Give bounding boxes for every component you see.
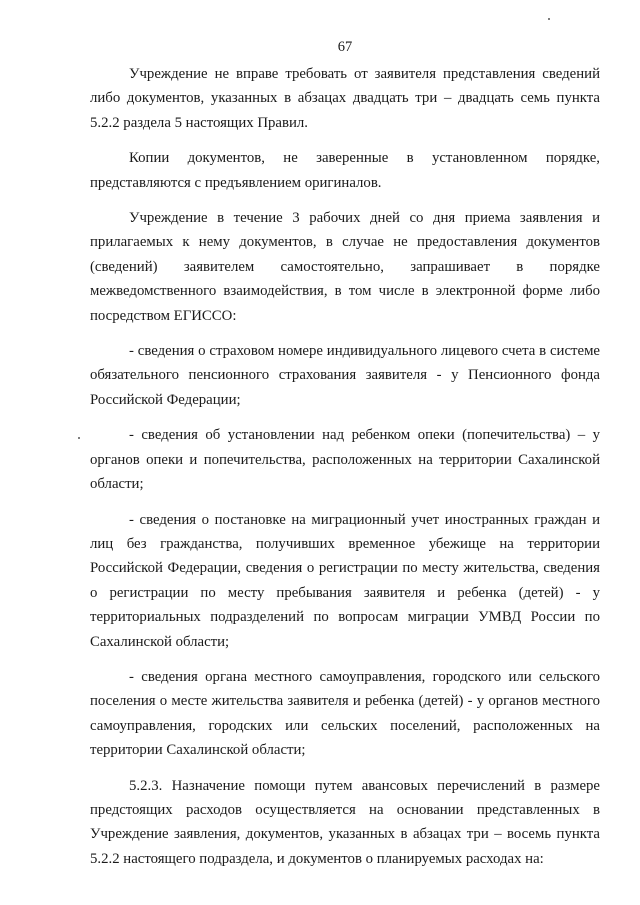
list-item-local-government: - сведения органа местного самоуправления, городского или сельского поселения о месте жительства заявителя и ребенка (детей) - у органов местного самоуправления, городских или сельских поселений, расположенных на территории Сахалинской области;	[90, 668, 600, 759]
list-item-migration: - сведения о постановке на миграционный учет иностранных граждан и лиц без гражданства, получивших временное убежище на территории Российской Федерации, сведения о регистрации по месту жительства, сведения о регистрации по месту пребывания заявителя и ребенка (детей) - у территориальных подразделений по вопросам миграции УМВД России по Сахалинской области;	[90, 511, 600, 650]
paragraph-section-5-2-3: 5.2.3. Назначение помощи путем авансовых перечислений в размере предстоящих расходов осуществляется на основании представленных в Учреждение заявления, документов, указанных в абзацах три – восемь пункта 5.2.2 настоящего подраздела, и документов о планируемых расходах на:	[90, 777, 600, 867]
paragraph-document-copies: Копии документов, не заверенные в установленном порядке, представляются с предъявлением оригиналов.	[90, 150, 600, 191]
paragraph-interagency-request: Учреждение в течение 3 рабочих дней со дня приема заявления и прилагаемых к нему документов, в случае не предоставления документов (сведений) заявителем самостоятельно, запрашивает в порядке межведомственного взаимодействия, в том числе в электронной форме либо посредством ЕГИССО:	[90, 210, 600, 324]
document-body	[90, 62, 600, 871]
list-item-guardianship: - сведения об установлении над ребенком опеки (попечительства) – у органов опеки и попечительства, расположенных на территории Сахалинской области;	[90, 427, 600, 493]
paragraph-no-right-to-require: Учреждение не вправе требовать от заявителя представления сведений либо документов, указанных в абзацах двадцать три – двадцать семь пункта 5.2.2 раздела 5 настоящих Правил.	[90, 66, 600, 131]
document-page	[90, 0, 600, 905]
page-number: 67	[337, 39, 353, 55]
list-item-pension-fund: - сведения о страховом номере индивидуального лицевого счета в системе обязательного пенсионного страхования заявителя - у Пенсионного фонда Российской Федерации;	[90, 343, 600, 408]
scan-speck	[78, 437, 80, 439]
scan-speck	[548, 18, 550, 20]
